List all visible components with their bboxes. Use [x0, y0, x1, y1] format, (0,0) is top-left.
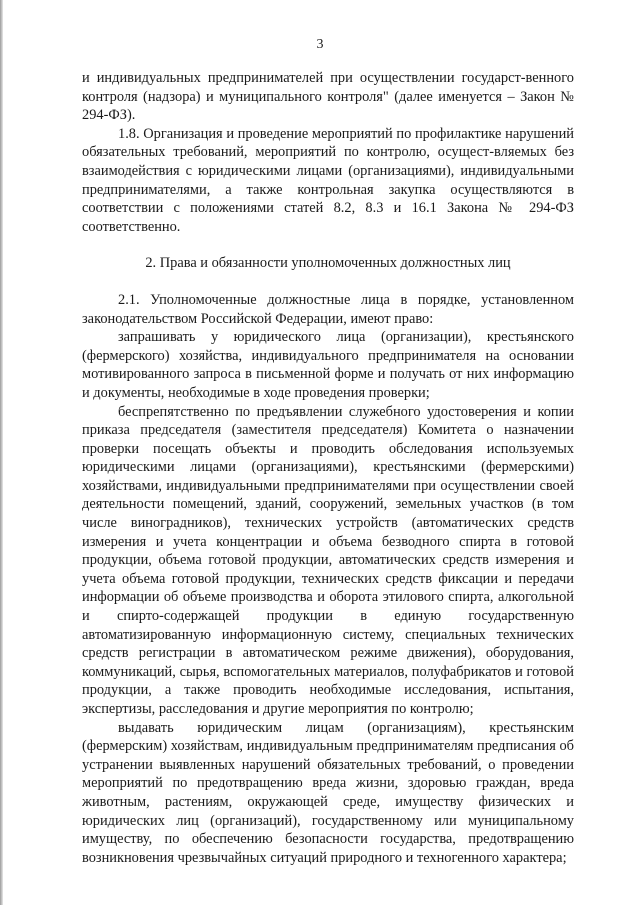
paragraph-2-1: 2.1. Уполномоченные должностные лица в порядке, установленном законодательством Российской Федерации, имеют право:: [82, 291, 574, 327]
page-number: 3: [316, 37, 324, 52]
scan-edge-shadow: [0, 0, 3, 905]
document-body: [82, 69, 574, 867]
paragraph-continuation: и индивидуальных предпринимателей при осуществлении государст-венного контроля (надзора) и муниципального контроля" (далее именуется – Закон № 294-ФЗ).: [82, 70, 574, 124]
paragraph-issue-orders: выдавать юридическим лицам (организациям), крестьянским (фермерским) хозяйствам, индивидуальным предпринимателям предписания об устранении выявленных нарушений обязательных требований, о проведении мероприятий по предотвращению вреда жизни, здоровью граждан, вреда животным, растениям, окружающей среде, имуществу физических и юридических лиц (организаций), государственному или муниципальному имуществу, по обеспечению безопасности государства, предотвращению возникновения чрезвычайных ситуаций природного и техногенного характера;: [82, 719, 574, 866]
paragraph-1-8: 1.8. Организация и проведение мероприятий по профилактике нарушений обязательных требований, мероприятий по контролю, осущест-вляемых без взаимодействия с юридическими лицами (организациями), индивидуальными предпринимателями, а также контрольная закупка осуществляются в соответствии с положениями статей 8.2, 8.3 и 16.1 Закона № 294-ФЗ соответственно.: [82, 125, 574, 235]
section-heading: 2. Права и обязанности уполномоченных должностных лиц: [145, 255, 511, 272]
paragraph-request-info: запрашивать у юридического лица (организации), крестьянского (фермерского) хозяйства, индивидуального предпринимателя на основании мотивированного запроса в письменной форме и получать от них информацию и документы, необходимые в ходе проведения проверки;: [82, 329, 574, 401]
paragraph-inspect-objects: беспрепятственно по предъявлении служебного удостоверения и копии приказа председателя (заместителя председателя) Комитета о назначении проверки посещать объекты и проводить обследования используемых юридическими лицами (организациями), крестьянскими (фермерскими) хозяйствами, индивидуальными предпринимателями при осуществлении своей деятельности помещений, зданий, сооружений, земельных участков (в том числе виноградников), технических устройств (автоматических средств измерения и учета концентрации и объема безводного спирта в готовой продукции, объема готовой продукции, автоматических средств измерения и учета объема готовой продукции, технических средств фиксации и передачи информации об объеме производства и оборота этилового спирта, алкогольной и спирто-содержащей продукции в единую государственную автоматизированную информационную систему, специальных технических средств регистрации в автоматическом режиме движения), оборудования, коммуникаций, сырья, вспомогательных материалов, полуфабрикатов и готовой продукции, а также проводить необходимые исследования, испытания, экспертизы, расследования и другие мероприятия по контролю;: [82, 403, 574, 717]
